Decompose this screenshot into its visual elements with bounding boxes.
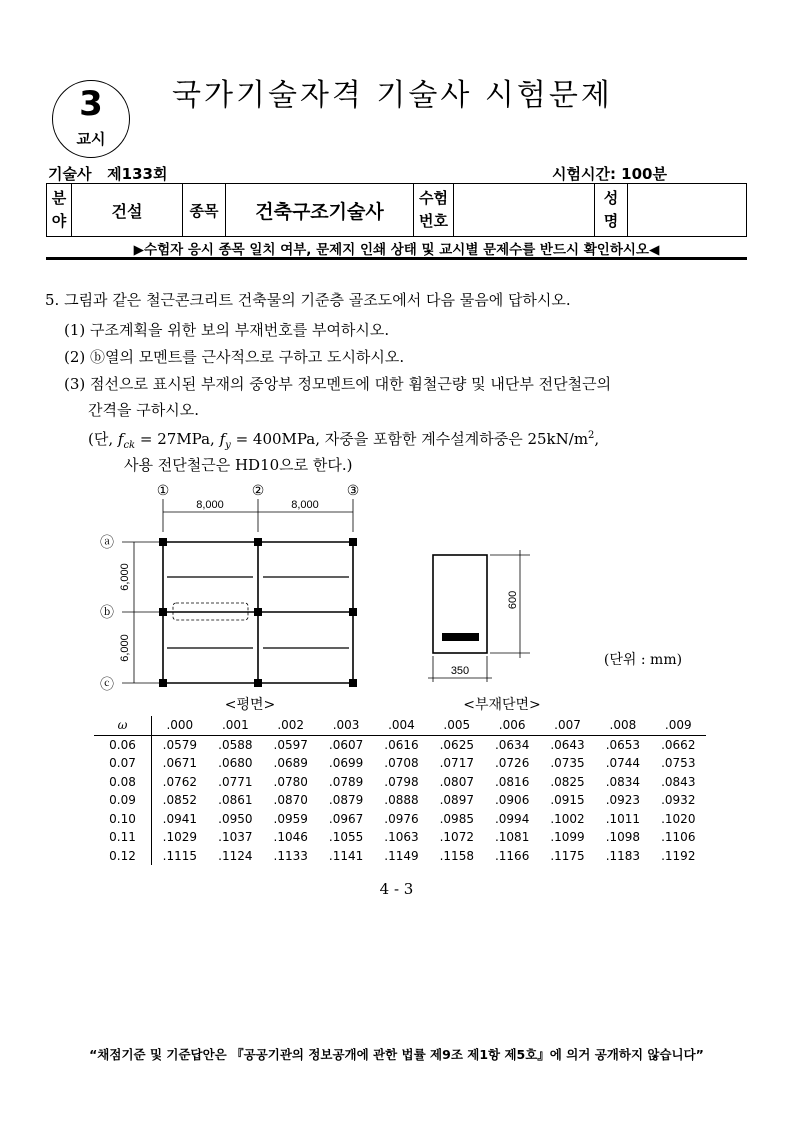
- omega-cell: .0807: [439, 774, 474, 789]
- section-caption: <부재단면>: [463, 697, 541, 713]
- omega-cell: .0985: [439, 811, 474, 826]
- omega-cell: .0699: [328, 756, 364, 771]
- omega-cell: .0843: [661, 774, 696, 789]
- omega-cell: .0852: [162, 793, 198, 808]
- field-value: 건설: [72, 184, 183, 236]
- table-row: [94, 735, 706, 754]
- sub-question-3-continued: 간격을 구하시오.: [88, 401, 199, 419]
- unit-note: (단위 : mm): [603, 652, 683, 668]
- omega-cell: .0870: [273, 793, 308, 808]
- sub-question-1: (1) 구조계획을 위한 보의 부재번호를 부여하시오.: [64, 321, 390, 339]
- grid-col-label-2: ②: [251, 482, 265, 498]
- omega-cell: .0994: [494, 811, 530, 826]
- grid-row-label-c: ⓒ: [100, 676, 114, 692]
- sub-question-3: (3) 점선으로 표시된 부재의 중앙부 정모멘트에 대한 휨철근량 및 내단부 전단철근의: [64, 375, 612, 393]
- omega-cell: .0976: [384, 811, 419, 826]
- omega-cell: .0950: [218, 811, 253, 826]
- omega-cell: .0717: [439, 756, 474, 771]
- structural-plan-figure: [90, 476, 700, 716]
- omega-cell: .0653: [605, 737, 641, 752]
- omega-cell: .0906: [494, 793, 530, 808]
- omega-cell: .1106: [661, 830, 696, 845]
- table-row: [94, 754, 706, 773]
- section-dimensions: [428, 550, 530, 682]
- omega-cell: .0753: [661, 756, 696, 771]
- omega-cell: .0735: [550, 756, 585, 771]
- omega-cell: .0825: [550, 774, 585, 789]
- page-number: 4 - 3: [379, 880, 414, 898]
- category-label: 종목: [183, 184, 226, 236]
- span-y-2: 6,000: [119, 634, 131, 662]
- table-row: [94, 828, 706, 847]
- grid-col-label-1: ①: [156, 482, 170, 498]
- omega-cell: .1020: [661, 811, 696, 826]
- category-value: 건축구조기술사: [226, 184, 414, 236]
- notice-banner: ▶수험자 응시 종목 일치 여부, 문제지 인쇄 상태 및 교시별 문제수를 반드시 확인하시오◀: [133, 242, 660, 258]
- omega-col-header: .002: [263, 716, 318, 735]
- omega-cell: .0588: [218, 737, 253, 752]
- omega-cell: .0762: [162, 774, 198, 789]
- condition-line-1: (단, $f_{ck} = 27MPa$, $f_y = 400MPa$, 자중을 포함한 계수설계하중은 $25kN/m^2$,: [88, 430, 600, 451]
- omega-cell: .0597: [273, 737, 308, 752]
- name-label: 성 명: [595, 184, 628, 236]
- span-y-1: 6,000: [119, 563, 131, 591]
- omega-cell: .1072: [439, 830, 474, 845]
- omega-cell: .1149: [384, 848, 419, 863]
- question-stem: 5. 그림과 같은 철근콘크리트 건축물의 기준층 골조도에서 다음 물음에 답하시오.: [45, 291, 571, 309]
- omega-cell: .0861: [218, 793, 253, 808]
- omega-cell: .0888: [384, 793, 419, 808]
- name-field[interactable]: [628, 184, 745, 236]
- omega-row-header: 0.11: [94, 828, 152, 847]
- omega-row-header: 0.09: [94, 791, 152, 810]
- omega-cell: .0967: [328, 811, 364, 826]
- omega-cell: .0915: [550, 793, 585, 808]
- omega-cell: .0616: [384, 737, 419, 752]
- omega-cell: .0932: [661, 793, 696, 808]
- omega-cell: .1002: [550, 811, 585, 826]
- omega-cell: .1183: [605, 848, 641, 863]
- exam-title: 국가기술자격 기술사 시험문제: [172, 78, 613, 113]
- rebar-block: [442, 633, 479, 641]
- omega-cell: .0689: [273, 756, 308, 771]
- omega-cell: .0680: [218, 756, 253, 771]
- field-label: 분 야: [47, 184, 72, 236]
- omega-col-header: .001: [208, 716, 263, 735]
- exam-duration: 시험시간: 100분: [552, 165, 667, 183]
- grid-row-label-a: ⓐ: [100, 534, 114, 550]
- grid-col-label-3: ③: [346, 482, 360, 498]
- omega-cell: .0879: [328, 793, 364, 808]
- span-x-2: 8,000: [291, 499, 319, 511]
- section-height: 600: [507, 590, 519, 610]
- session-label: 교시: [76, 130, 106, 148]
- omega-cell: .0923: [605, 793, 641, 808]
- omega-cell: .0816: [494, 774, 530, 789]
- omega-cell: .0671: [162, 756, 198, 771]
- omega-cell: .1063: [384, 830, 419, 845]
- omega-cell: .0834: [605, 774, 641, 789]
- omega-col-header: .006: [484, 716, 539, 735]
- omega-col-header: .008: [595, 716, 650, 735]
- omega-col-header: .009: [651, 716, 706, 735]
- omega-cell: .1124: [218, 848, 253, 863]
- session-number: 3: [79, 84, 103, 124]
- omega-col-header: .003: [318, 716, 373, 735]
- omega-cell: .0607: [328, 737, 364, 752]
- omega-col-header: .005: [429, 716, 484, 735]
- omega-cell: .0643: [550, 737, 585, 752]
- section-width: 350: [450, 665, 470, 677]
- omega-cell: .0625: [439, 737, 474, 752]
- omega-table: [94, 716, 706, 865]
- omega-cell: .1133: [273, 848, 308, 863]
- exam-number-field[interactable]: [454, 184, 595, 236]
- omega-col-header: .007: [540, 716, 595, 735]
- omega-cell: .1166: [494, 848, 530, 863]
- grid-row-label-b: ⓑ: [100, 604, 114, 620]
- omega-cell: .0798: [384, 774, 419, 789]
- table-row: [94, 810, 706, 829]
- omega-row-header: 0.07: [94, 754, 152, 773]
- omega-cell: .0897: [439, 793, 474, 808]
- omega-col-header: .004: [374, 716, 429, 735]
- omega-cell: .1037: [218, 830, 253, 845]
- omega-col-header: .000: [152, 716, 208, 735]
- disclaimer-footer: “채점기준 및 기준답안은 『공공기관의 정보공개에 관한 법률 제9조 제1항 제5호』에 의거 공개하지 않습니다”: [89, 1047, 704, 1062]
- omega-cell: .0789: [328, 774, 364, 789]
- omega-cell: .1099: [550, 830, 585, 845]
- omega-cell: .1055: [328, 830, 364, 845]
- condition-line-2: 사용 전단철근은 HD10으로 한다.): [124, 456, 353, 474]
- omega-corner: ω: [94, 716, 152, 735]
- omega-cell: .0959: [273, 811, 308, 826]
- omega-table-body: [94, 735, 706, 865]
- omega-cell: .0634: [494, 737, 530, 752]
- omega-cell: .0744: [605, 756, 641, 771]
- table-row: [94, 791, 706, 810]
- exam-round: 기술사 제133회: [48, 165, 168, 183]
- table-row: [94, 847, 706, 866]
- omega-cell: .1081: [494, 830, 530, 845]
- omega-cell: .1141: [328, 848, 364, 863]
- top-dimension-line: [163, 499, 353, 532]
- omega-row-header: 0.10: [94, 810, 152, 829]
- omega-cell: .1098: [605, 830, 641, 845]
- divider: [46, 257, 747, 260]
- omega-cell: .0708: [384, 756, 419, 771]
- omega-cell: .1192: [661, 848, 696, 863]
- omega-cell: .0771: [218, 774, 253, 789]
- sub-question-2: (2) ⓑ열의 모멘트를 근사적으로 구하고 도시하시오.: [64, 348, 405, 366]
- omega-cell: .1175: [550, 848, 585, 863]
- omega-cell: .0662: [661, 737, 696, 752]
- exam-info-table: [46, 183, 747, 237]
- omega-cell: .1046: [273, 830, 308, 845]
- omega-cell: .0780: [273, 774, 308, 789]
- table-row: [94, 773, 706, 792]
- omega-cell: .0941: [162, 811, 198, 826]
- omega-row-header: 0.08: [94, 773, 152, 792]
- plan-caption: <평면>: [224, 697, 276, 713]
- omega-cell: .1029: [162, 830, 198, 845]
- omega-row-header: 0.12: [94, 847, 152, 866]
- omega-cell: .1158: [439, 848, 474, 863]
- span-x-1: 8,000: [196, 499, 224, 511]
- exam-number-label: 수험 번호: [414, 184, 454, 236]
- omega-cell: .1011: [605, 811, 641, 826]
- omega-cell: .0726: [494, 756, 530, 771]
- omega-cell: .0579: [162, 737, 198, 752]
- omega-row-header: 0.06: [94, 735, 152, 754]
- omega-table-header: [94, 716, 706, 735]
- omega-cell: .1115: [162, 848, 198, 863]
